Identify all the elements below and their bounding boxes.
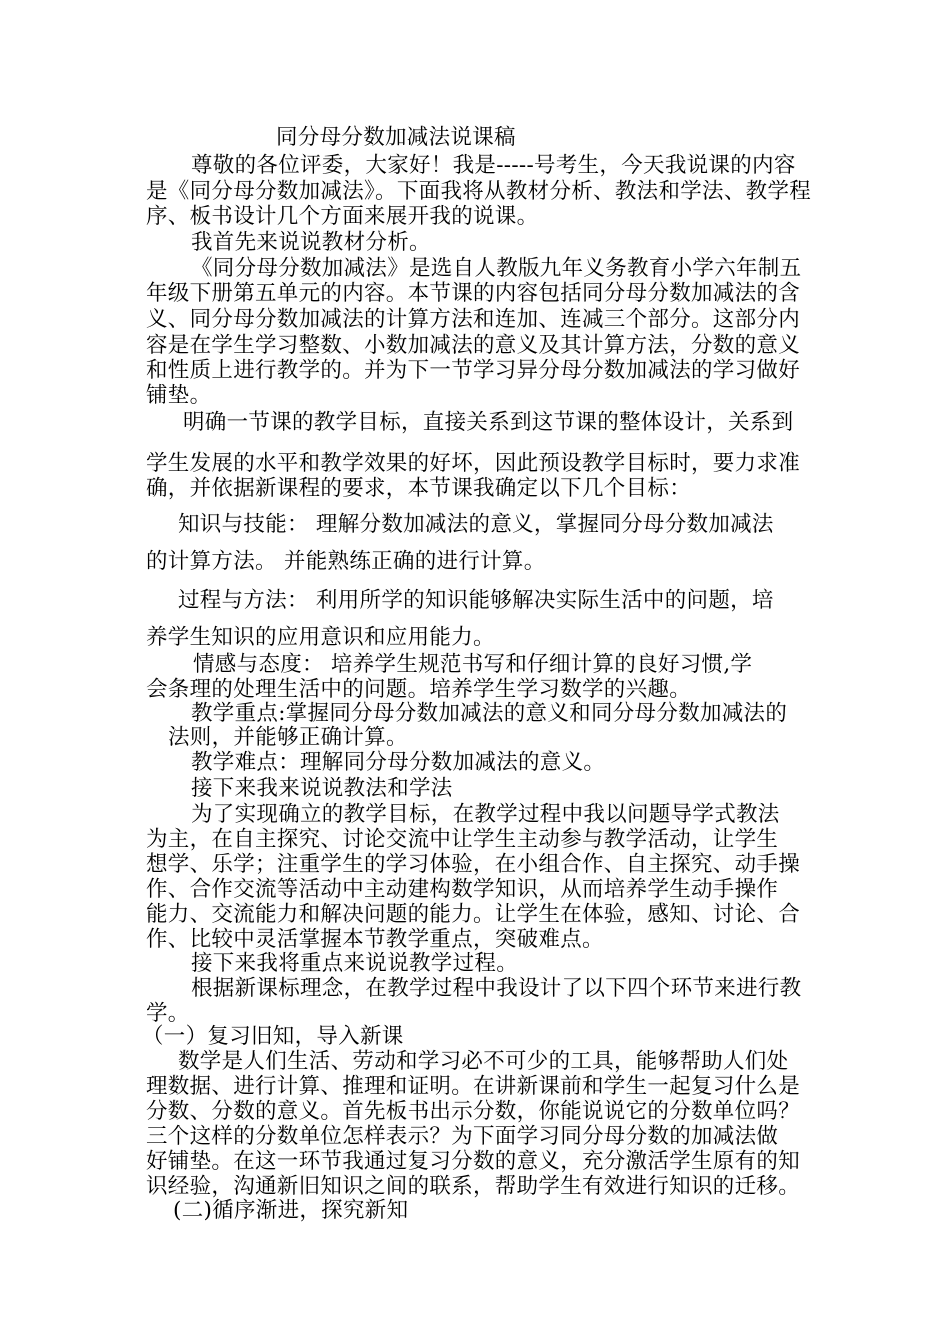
- paragraph-line: 知识与技能： 理解分数加减法的意义，掌握同分母分数加减法: [178, 512, 774, 537]
- paragraph-line: 接下来我将重点来说说教学过程。: [191, 951, 519, 976]
- paragraph-line: 能力、交流能力和解决问题的能力。让学生在体验，感知、讨论、合: [146, 902, 801, 927]
- paragraph-line: 想学、乐学；注重学生的学习体验，在小组合作、自主探究、动手操: [146, 852, 801, 877]
- section-heading: （一）复习旧知，导入新课: [142, 1024, 404, 1049]
- paragraph-line: 确，并依据新课程的要求，本节课我确定以下几个目标：: [146, 476, 692, 501]
- paragraph-line: 过程与方法： 利用所学的知识能够解决实际生活中的问题，培: [178, 588, 774, 613]
- paragraph-line: 的计算方法。 并能熟练正确的进行计算。: [146, 549, 546, 574]
- paragraph-line: 根据新课标理念，在教学过程中我设计了以下四个环节来进行教: [191, 976, 802, 1001]
- paragraph-line: 学生发展的水平和教学效果的好坏，因此预设教学目标时，要力求准: [146, 451, 801, 476]
- paragraph-line: 是《同分母分数加减法》。下面我将从教材分析、教法和学法、教学程: [146, 179, 812, 204]
- paragraph-line: 教学重点:掌握同分母分数加减法的意义和同分母分数加减法的: [191, 701, 788, 726]
- paragraph-line: 接下来我来说说教法和学法: [191, 776, 453, 801]
- paragraph-line: 序、板书设计几个方面来展开我的说课。: [146, 204, 539, 229]
- paragraph-line: 为主，在自主探究、讨论交流中让学生主动参与教学活动，让学生: [146, 827, 779, 852]
- section-heading: (二)循序渐进，探究新知: [173, 1198, 409, 1223]
- paragraph-line: 年级下册第五单元的内容。本节课的内容包括同分母分数加减法的含: [146, 281, 801, 306]
- paragraph-line: 分数、分数的意义。首先板书出示分数，你能说说它的分数单位吗？: [146, 1099, 801, 1124]
- paragraph-line: 理数据、进行计算、推理和证明。在讲新课前和学生一起复习什么是: [146, 1074, 801, 1099]
- paragraph-line: 我首先来说说教材分析。: [191, 230, 431, 255]
- paragraph-line: 数学是人们生活、劳动和学习必不可少的工具，能够帮助人们处: [178, 1049, 789, 1074]
- paragraph-line: 情感与态度： 培养学生规范书写和仔细计算的良好习惯,学: [193, 652, 753, 677]
- paragraph-line: 会条理的处理生活中的问题。培养学生学习数学的兴趣。: [146, 677, 692, 702]
- paragraph-line: 作、合作交流等活动中主动建构数学知识，从而培养学生动手操作: [146, 877, 779, 902]
- paragraph-line: 明确一节课的教学目标，直接关系到这节课的整体设计，关系到: [183, 410, 794, 435]
- paragraph-line: 《同分母分数加减法》是选自人教版九年义务教育小学六年制五: [191, 256, 802, 281]
- paragraph-line: 三个这样的分数单位怎样表示？为下面学习同分母分数的加减法做: [146, 1124, 779, 1149]
- paragraph-line: 教学难点：理解同分母分数加减法的意义。: [191, 750, 606, 775]
- paragraph-line: 义、同分母分数加减法的计算方法和连加、连减三个部分。这部分内: [146, 307, 801, 332]
- paragraph-line: 养学生知识的应用意识和应用能力。: [146, 625, 495, 650]
- paragraph-line: 好铺垫。在这一环节我通过复习分数的意义，充分激活学生原有的知: [146, 1149, 801, 1174]
- paragraph-line: 作、比较中灵活掌握本节教学重点，突破难点。: [146, 927, 604, 952]
- document-title: 同分母分数加减法说课稿: [276, 125, 516, 150]
- paragraph-line: 为了实现确立的教学目标，在教学过程中我以问题导学式教法: [191, 802, 780, 827]
- paragraph-line: 容是在学生学习整数、小数加减法的意义及其计算方法，分数的意义: [146, 333, 801, 358]
- paragraph-line: 学。: [146, 1001, 190, 1026]
- paragraph-line: 法则，并能够正确计算。: [168, 725, 408, 750]
- paragraph-line: 铺垫。: [146, 383, 212, 408]
- paragraph-line: 识经验，沟通新旧知识之间的联系，帮助学生有效进行知识的迁移。: [146, 1174, 801, 1199]
- paragraph-line: 尊敬的各位评委，大家好！我是-----号考生，今天我说课的内容: [191, 153, 796, 178]
- paragraph-line: 和性质上进行教学的。并为下一节学习异分母分数加减法的学习做好: [146, 358, 801, 383]
